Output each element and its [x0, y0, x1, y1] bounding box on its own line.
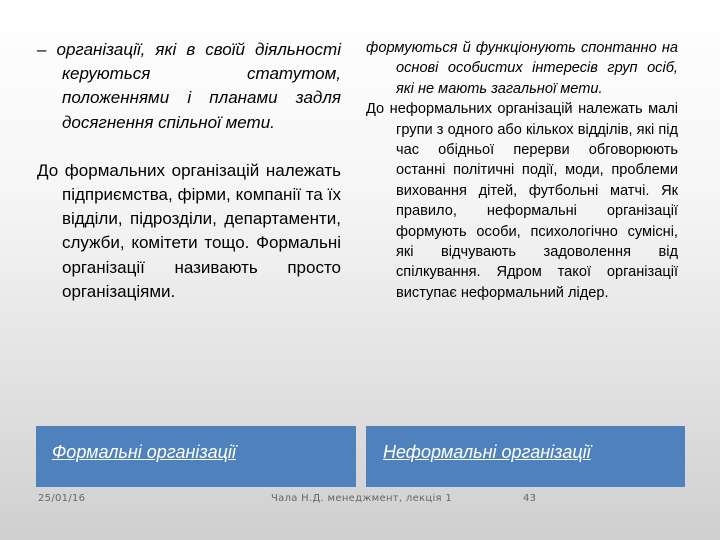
- informal-definition-rest: спонтанно на основі особистих інтересів груп осіб, які не мають загальної мети.: [396, 40, 678, 97]
- formal-definition-column: [37, 38, 341, 304]
- footer-date: 25/01/16: [38, 493, 86, 504]
- formal-organizations-tab[interactable]: [36, 426, 356, 487]
- formal-definition-text: – організації, які в своїй діяльності керуються статутом, положеннями і планами задля досягнення спільної мети.: [37, 40, 341, 132]
- informal-organizations-tab[interactable]: [366, 426, 685, 487]
- informal-definition-first-line: формуються й функціонують: [366, 40, 576, 56]
- formal-examples-text: До формальних організацій належать підприємства, фірми, компанії та їх відділи, підрозділи, департаменти, служби, комітети тощо. Формальні організації називають просто організаціями.: [37, 160, 341, 301]
- informal-definition-text: [366, 38, 678, 99]
- informal-organizations-label: Неформальні організації: [383, 442, 591, 462]
- paragraph-gap: [37, 135, 341, 159]
- informal-definition-column: [366, 38, 678, 303]
- footer-author-course: Чала Н.Д. менеджмент, лекція 1: [271, 493, 453, 504]
- footer-page-number: 43: [523, 493, 537, 504]
- informal-examples-text: До неформальних організацій належать малі групи з одного або кількох відділів, які під час обідньої перерви обговорюють останні політичні події, моди, проблеми виховання дітей, футбольні матчі. Як правило, неформальні організації формують особи, психологічно сумісні, які відчувають задоволення від спілкування. Ядром такої організації виступає неформальний лідер.: [366, 101, 678, 301]
- formal-organizations-label: Формальні організації: [52, 442, 236, 462]
